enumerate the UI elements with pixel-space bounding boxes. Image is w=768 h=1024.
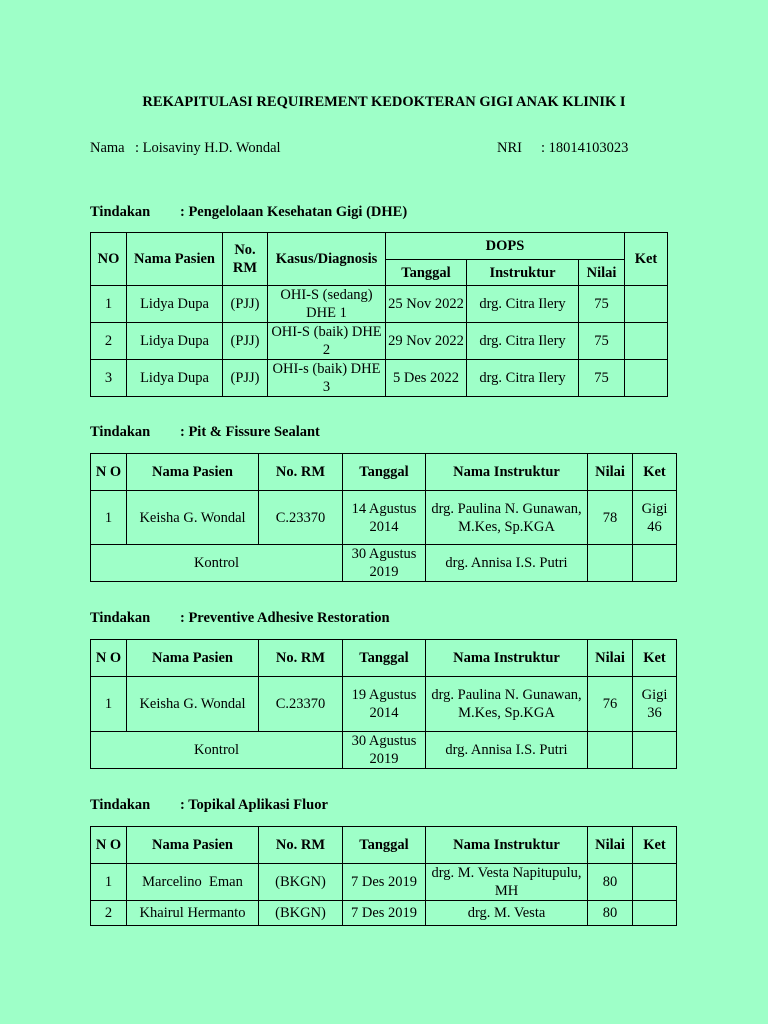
cell-instruktur: drg. Annisa I.S. Putri <box>426 545 588 582</box>
cell-no: 1 <box>91 491 127 545</box>
header-no-rm: No. RM <box>259 640 343 677</box>
header-instruktur: Nama Instruktur <box>426 827 588 864</box>
header-ket: Ket <box>633 827 677 864</box>
kontrol-row <box>91 732 677 769</box>
header-no-rm: No. RM <box>223 233 268 286</box>
section2-label: Tindakan <box>90 424 151 440</box>
section4-label: Tindakan <box>90 797 151 813</box>
cell-nama: Lidya Dupa <box>127 286 223 323</box>
cell-instruktur: drg. Annisa I.S. Putri <box>426 732 588 769</box>
cell-no: 1 <box>91 677 127 732</box>
cell-nilai: 76 <box>588 677 633 732</box>
section2-value: : Pit & Fissure Sealant <box>180 424 320 440</box>
cell-rm: C.23370 <box>259 677 343 732</box>
cell-ket: Gigi 46 <box>633 491 677 545</box>
cell-instruktur: drg. M. Vesta Napitupulu, MH <box>426 864 588 901</box>
cell-nilai: 75 <box>579 360 625 397</box>
sealant-table <box>90 453 677 582</box>
header-ket: Ket <box>633 640 677 677</box>
header-instruktur: Nama Instruktur <box>426 640 588 677</box>
cell-nilai: 75 <box>579 286 625 323</box>
dhe-table <box>90 232 668 397</box>
nri-value: : 18014103023 <box>541 140 629 156</box>
header-nama-pasien: Nama Pasien <box>127 827 259 864</box>
cell-no: 2 <box>91 323 127 360</box>
cell-no: 2 <box>91 901 127 926</box>
cell-kasus: OHI-S (baik) DHE 2 <box>268 323 386 360</box>
cell-nilai: 80 <box>588 901 633 926</box>
cell-instruktur: drg. Paulina N. Gunawan, M.Kes, Sp.KGA <box>426 677 588 732</box>
cell-ket <box>633 864 677 901</box>
header-no: N O <box>91 454 127 491</box>
header-tanggal: Tanggal <box>343 827 426 864</box>
kontrol-row <box>91 545 677 582</box>
cell-tanggal: 5 Des 2022 <box>386 360 467 397</box>
header-no: N O <box>91 640 127 677</box>
header-ket: Ket <box>625 233 668 286</box>
header-dops: DOPS <box>386 233 625 260</box>
par-table <box>90 639 677 769</box>
cell-ket <box>633 901 677 926</box>
kontrol-label: Kontrol <box>91 545 343 582</box>
header-instruktur: Nama Instruktur <box>426 454 588 491</box>
header-tanggal: Tanggal <box>343 640 426 677</box>
header-no: N O <box>91 827 127 864</box>
header-instruktur: Instruktur <box>467 260 579 286</box>
cell-instruktur: drg. M. Vesta <box>426 901 588 926</box>
cell-tanggal: 30 Agustus 2019 <box>343 732 426 769</box>
header-nama-pasien: Nama Pasien <box>127 233 223 286</box>
page-title: REKAPITULASI REQUIREMENT KEDOKTERAN GIGI ANAK KLINIK I <box>142 94 626 110</box>
cell-ket <box>625 360 668 397</box>
cell-tanggal: 25 Nov 2022 <box>386 286 467 323</box>
section3-value: : Preventive Adhesive Restoration <box>180 610 390 626</box>
cell-tanggal: 30 Agustus 2019 <box>343 545 426 582</box>
cell-tanggal: 29 Nov 2022 <box>386 323 467 360</box>
table-row <box>91 901 677 926</box>
section3-label: Tindakan <box>90 610 151 626</box>
cell-nama: Keisha G. Wondal <box>127 677 259 732</box>
header-nilai: Nilai <box>588 454 633 491</box>
cell-tanggal: 14 Agustus 2014 <box>343 491 426 545</box>
header-tanggal: Tanggal <box>386 260 467 286</box>
header-kasus: Kasus/Diagnosis <box>268 233 386 286</box>
cell-rm: (PJJ) <box>223 286 268 323</box>
cell-ket <box>633 732 677 769</box>
header-nama-pasien: Nama Pasien <box>127 454 259 491</box>
header-nama-pasien: Nama Pasien <box>127 640 259 677</box>
cell-no: 1 <box>91 286 127 323</box>
table-row <box>91 286 668 323</box>
cell-rm: (BKGN) <box>259 901 343 926</box>
header-nilai: Nilai <box>588 640 633 677</box>
cell-nilai <box>588 732 633 769</box>
table-row <box>91 491 677 545</box>
header-nilai: Nilai <box>588 827 633 864</box>
cell-nilai: 78 <box>588 491 633 545</box>
header-no: NO <box>91 233 127 286</box>
cell-rm: (BKGN) <box>259 864 343 901</box>
cell-rm: C.23370 <box>259 491 343 545</box>
section1-label: Tindakan <box>90 204 151 220</box>
cell-nilai <box>588 545 633 582</box>
cell-tanggal: 19 Agustus 2014 <box>343 677 426 732</box>
cell-instruktur: drg. Citra Ilery <box>467 323 579 360</box>
cell-nama: Lidya Dupa <box>127 323 223 360</box>
cell-tanggal: 7 Des 2019 <box>343 864 426 901</box>
cell-ket <box>633 545 677 582</box>
cell-nama: Keisha G. Wondal <box>127 491 259 545</box>
cell-no: 1 <box>91 864 127 901</box>
nri-label: NRI <box>497 140 522 156</box>
cell-instruktur: drg. Paulina N. Gunawan, M.Kes, Sp.KGA <box>426 491 588 545</box>
nama-label: Nama <box>90 140 125 156</box>
cell-kasus: OHI-s (baik) DHE 3 <box>268 360 386 397</box>
table-row <box>91 323 668 360</box>
cell-instruktur: drg. Citra Ilery <box>467 286 579 323</box>
header-no-rm: No. RM <box>259 454 343 491</box>
cell-nama: Marcelino Eman <box>127 864 259 901</box>
cell-ket <box>625 323 668 360</box>
cell-kasus: OHI-S (sedang) DHE 1 <box>268 286 386 323</box>
header-ket: Ket <box>633 454 677 491</box>
cell-instruktur: drg. Citra Ilery <box>467 360 579 397</box>
cell-nilai: 80 <box>588 864 633 901</box>
cell-nama: Khairul Hermanto <box>127 901 259 926</box>
section4-value: : Topikal Aplikasi Fluor <box>180 797 328 813</box>
cell-no: 3 <box>91 360 127 397</box>
cell-ket <box>625 286 668 323</box>
header-tanggal: Tanggal <box>343 454 426 491</box>
cell-nama: Lidya Dupa <box>127 360 223 397</box>
cell-ket: Gigi 36 <box>633 677 677 732</box>
header-nilai: Nilai <box>579 260 625 286</box>
header-no-rm: No. RM <box>259 827 343 864</box>
cell-nilai: 75 <box>579 323 625 360</box>
section1-value: : Pengelolaan Kesehatan Gigi (DHE) <box>180 204 408 220</box>
nama-value: : Loisaviny H.D. Wondal <box>135 140 281 156</box>
cell-tanggal: 7 Des 2019 <box>343 901 426 926</box>
kontrol-label: Kontrol <box>91 732 343 769</box>
table-row <box>91 677 677 732</box>
cell-rm: (PJJ) <box>223 360 268 397</box>
cell-rm: (PJJ) <box>223 323 268 360</box>
table-row <box>91 864 677 901</box>
fluor-table <box>90 826 677 926</box>
table-row <box>91 360 668 397</box>
